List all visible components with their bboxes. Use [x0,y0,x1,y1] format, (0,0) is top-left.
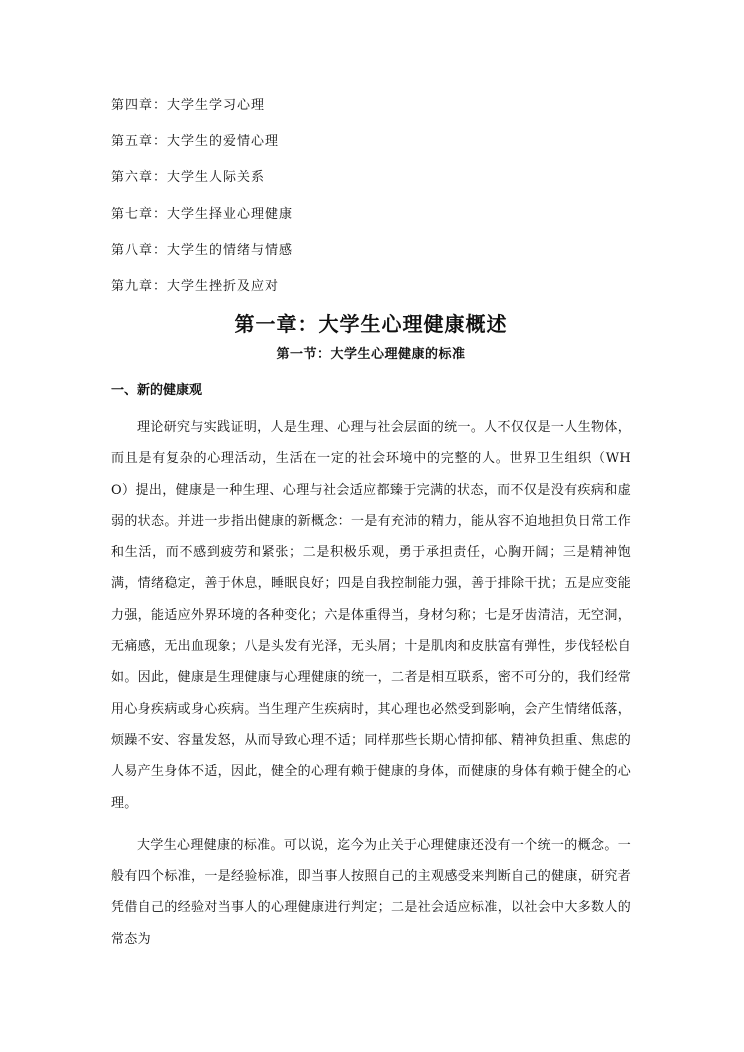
section-title: 第一节：大学生心理健康的标准 [276,347,466,362]
paragraph-health-concept: 理论研究与实践证明，人是生理、心理与社会层面的统一。人不仅仅是一人生物体，而且是有复杂的心理活动，生活在一定的社会环境中的完整的人。世界卫生组织（WHO）提出，健康是一种生理、心理与社会适应都臻于完满的状态，而不仅是没有疾病和虚弱的状态。并进一步指出健康的新概念：一是有充沛的精力，能从容不迫地担负日常工作和生活，而不感到疲劳和紧张；二是积极乐观，勇于承担责任，心胸开阔；三是精神饱满，情绪稳定，善于休息，睡眠良好；四是自我控制能力强，善于排除干扰；五是应变能力强，能适应外界环境的各种变化；六是体重得当，身材匀称；七是牙齿清洁，无空洞，无痛感，无出血现象；八是头发有光泽，无头屑；十是肌肉和皮肤富有弹性，步伐轻松自如。因此，健康是生理健康与心理健康的统一，二者是相互联系，密不可分的，我们经常用心身疾病或身心疾病。当生理产生疾病时，其心理也必然受到影响，会产生情绪低落，烦躁不安、容量发怒，从而导致心理不适；同样那些长期心情抑郁、精神负担重、焦虑的人易产生身体不适，因此，健全的心理有赖于健康的身体，而健康的身体有赖于健全的心理。 [111,420,631,811]
toc-item-chapter-6: 第六章：大学生人际关系 [111,170,266,186]
toc-item-chapter-9: 第九章：大学生挫折及应对 [111,278,280,294]
table-of-contents [111,96,631,313]
paragraph-health-standards: 大学生心理健康的标准。可以说，迄今为止关于心理健康还没有一个统一的概念。一般有四个标准，一是经验标准，即当事人按照自己的主观感受来判断自己的健康，研究者凭借自己的经验对当事人的心理健康进行判定；二是社会适应标准，以社会中大多数人的常态为 [111,837,631,947]
subheading: 一、新的健康观 [111,383,203,398]
chapter-title: 第一章：大学生心理健康概述 [234,312,508,336]
body-text [111,412,631,966]
toc-item-chapter-4: 第四章：大学生学习心理 [111,98,266,113]
toc-item-chapter-8: 第八章：大学生的情绪与情感 [111,242,294,258]
toc-item-chapter-5: 第五章：大学生的爱情心理 [111,134,280,150]
toc-item-chapter-7: 第七章：大学生择业心理健康 [111,206,294,222]
